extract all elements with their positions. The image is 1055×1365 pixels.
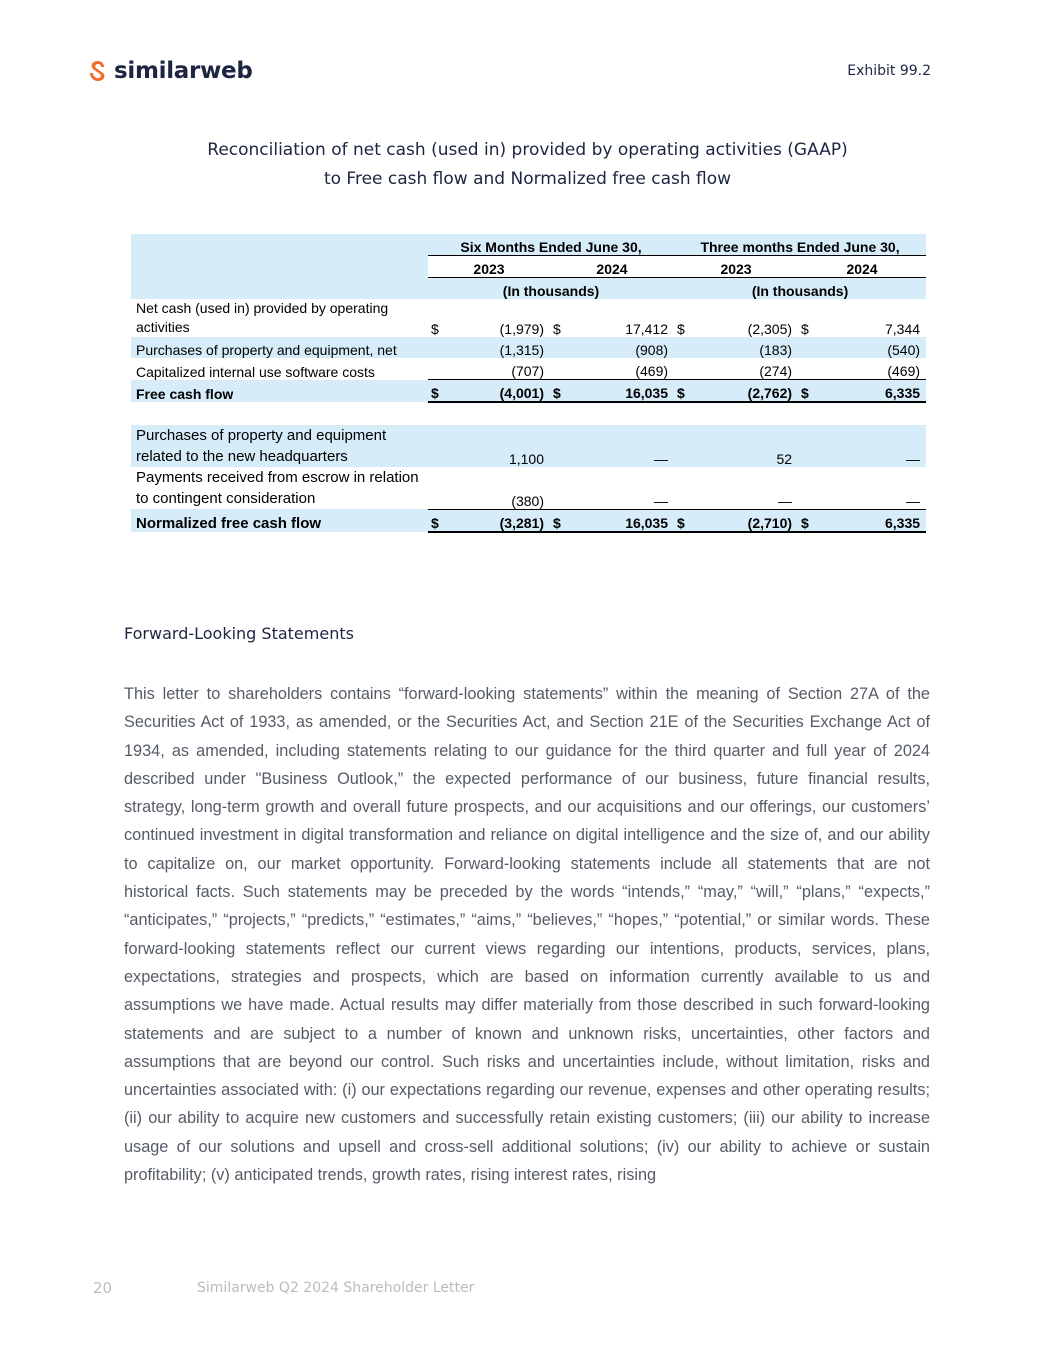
currency-symbol: $ [801, 321, 809, 337]
section-heading [0, 136, 1055, 194]
cell-value: — [820, 425, 926, 467]
table-row [131, 299, 926, 337]
row-label: Net cash (used in) provided by operating activities [136, 300, 389, 335]
currency-symbol: $ [428, 509, 450, 532]
table-row-total [131, 509, 926, 532]
currency-symbol: $ [428, 380, 450, 403]
cell-value: (3,281) [450, 509, 550, 532]
year-header: 2024 [550, 256, 674, 278]
cell-value: 6,335 [820, 380, 926, 403]
table-units-row [131, 278, 926, 300]
similarweb-logo [88, 58, 252, 84]
logo-wordmark: similarweb [114, 58, 253, 84]
cell-value: (2,710) [696, 509, 798, 532]
cell-value: 7,344 [885, 321, 921, 337]
row-label: Normalized free cash flow [131, 509, 428, 532]
footer-document-title: Similarweb Q2 2024 Shareholder Letter [197, 1280, 475, 1296]
cell-value: (4,001) [450, 380, 550, 403]
heading-line-1: Reconciliation of net cash (used in) provided by operating activities (GAAP) [207, 140, 848, 160]
cell-value: (2,305) [747, 321, 793, 337]
cell-value: — [654, 492, 669, 509]
currency-symbol: $ [553, 321, 561, 337]
currency-symbol: $ [431, 321, 439, 337]
table-group-header-row [131, 234, 926, 256]
currency-symbol: $ [798, 380, 820, 403]
currency-symbol: $ [674, 380, 696, 403]
cell-value: (707) [511, 363, 544, 379]
table-row [131, 337, 926, 358]
cell-value: (908) [572, 337, 674, 358]
year-header: 2023 [428, 256, 550, 278]
cell-value: (2,762) [696, 380, 798, 403]
currency-symbol: $ [677, 321, 685, 337]
row-label: Purchases of property and equipment, net [131, 337, 428, 358]
table-row [131, 425, 926, 467]
row-label: Payments received from escrow in relation to contingent consideration [136, 469, 419, 507]
cell-value: 16,035 [572, 509, 674, 532]
cell-value: (274) [759, 363, 793, 379]
units-label: (In thousands) [674, 278, 926, 300]
year-header: 2023 [674, 256, 798, 278]
forward-looking-title: Forward-Looking Statements [124, 624, 354, 643]
cell-value: 52 [696, 425, 798, 467]
cell-value: 6,335 [820, 509, 926, 532]
table-year-row [131, 256, 926, 278]
similarweb-logo-icon [88, 59, 108, 83]
cell-value: — [572, 425, 674, 467]
units-label: (In thousands) [428, 278, 674, 300]
heading-line-2: to Free cash flow and Normalized free cash flow [323, 169, 732, 189]
table-row [131, 467, 926, 509]
currency-symbol: $ [674, 509, 696, 532]
currency-symbol: $ [550, 380, 572, 403]
forward-looking-body: This letter to shareholders contains “forward-looking statements” within the meaning of Section 27A of the Securities Act of 1933, as amended, or the Securities Act, and Section 21E of the Securities Exchange Act of 1934, as amended, including statements relating to our guidance for the third quarter and full year of 2024 described under "Business Outlook,” the expected performance of our business, future financial results, strategy, long-term growth and overall future prospects, and our acquisitions and our offerings, our customers’ continued investment in digital transformation and reliance on digital intelligence and the size of, and our ability to capitalize on, our market opportunity. Forward-looking statements include all statements that are not historical facts. Such statements may be preceded by the words “intends,” “may,” “will,” “plans,” “expects,” “anticipates,” “projects,” “predicts,” “estimates,” “aims,” “believes,” “hopes,” “potential,” or similar words. These forward-looking statements reflect our current views regarding our intentions, products, services, plans, expectations, strategies and prospects, which are based on information currently available to us and assumptions we have made. Actual results may differ materially from those described in such forward-looking statements and are subject to a number of known and unknown risks, uncertainties, other factors and assumptions that are beyond our control. Such risks and uncertainties include, without limitation, risks and uncertainties associated with: (i) our expectations regarding our revenue, expenses and other operating results; (ii) our ability to acquire new customers and successfully retain existing customers; (iii) our ability to increase usage of our solutions and upsell and cross-sell additional solutions; (iv) our ability to achieve or sustain profitability; (v) anticipated trends, growth rates, rising interest rates, rising [124, 685, 930, 1185]
exhibit-label: Exhibit 99.2 [847, 63, 931, 79]
table-row-total [131, 380, 926, 403]
currency-symbol: $ [798, 509, 820, 532]
header-three-months: Three months Ended June 30, [674, 234, 926, 256]
header-six-months: Six Months Ended June 30, [428, 234, 674, 256]
cell-value: 16,035 [572, 380, 674, 403]
cell-value: (1,315) [450, 337, 550, 358]
cell-value: — [906, 492, 921, 509]
cell-value: 17,412 [625, 321, 669, 337]
row-label: Free cash flow [131, 380, 428, 403]
table-row [131, 358, 926, 380]
cell-value: — [778, 492, 793, 509]
cell-value: (183) [696, 337, 798, 358]
cell-value: (1,979) [499, 321, 544, 337]
currency-symbol: $ [550, 509, 572, 532]
row-label: Capitalized internal use software costs [136, 363, 375, 380]
cell-value: (380) [511, 492, 544, 509]
cell-value: (540) [820, 337, 926, 358]
page-number: 20 [93, 1279, 113, 1297]
cell-value: (469) [635, 363, 669, 379]
year-header: 2024 [798, 256, 926, 278]
cell-value: 1,100 [450, 425, 550, 467]
cell-value: (469) [887, 363, 921, 379]
row-label: Purchases of property and equipment related to the new headquarters [131, 425, 428, 467]
reconciliation-table [131, 234, 926, 533]
